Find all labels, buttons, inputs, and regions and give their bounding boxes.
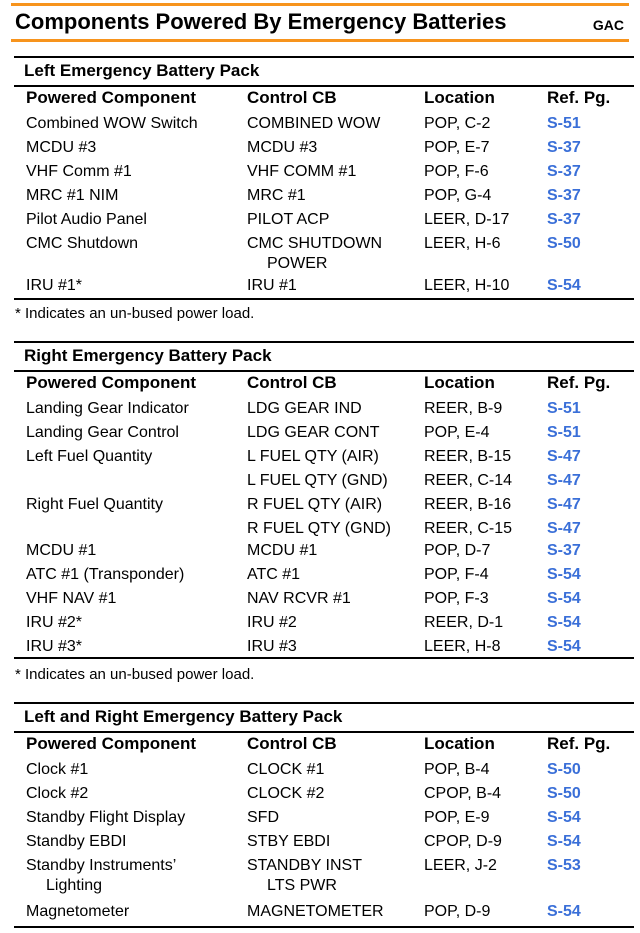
both-battery-section bbox=[14, 702, 634, 932]
cell-component bbox=[26, 760, 88, 780]
cell-component bbox=[26, 447, 152, 467]
cell-control-cb bbox=[247, 114, 380, 134]
cell-ref-page[interactable] bbox=[547, 447, 581, 467]
cell-component-text: IRU #1* bbox=[26, 277, 83, 294]
cell-component bbox=[26, 832, 127, 852]
cell-location-text: POP, B-4 bbox=[424, 761, 490, 778]
cell-location-text: POP, D-9 bbox=[424, 903, 491, 920]
cell-control-cb bbox=[247, 399, 362, 419]
cell-location-text: POP, D-7 bbox=[424, 542, 491, 559]
column-header-cb: Control CB bbox=[247, 734, 337, 753]
cell-ref-page-text: S-50 bbox=[547, 761, 581, 778]
cell-ref-page[interactable] bbox=[547, 186, 581, 206]
cell-component-continuation: Lighting bbox=[46, 877, 103, 894]
column-header-ref: Ref. Pg. bbox=[547, 373, 611, 392]
cell-ref-page[interactable] bbox=[547, 760, 581, 780]
cell-ref-page-text: S-51 bbox=[547, 115, 581, 132]
cell-control-cb-text: LDG GEAR IND bbox=[247, 400, 362, 417]
cell-control-cb bbox=[247, 808, 279, 828]
cell-control-cb-text: COMBINED WOW bbox=[247, 115, 381, 132]
cell-ref-page[interactable] bbox=[547, 138, 581, 158]
cell-ref-page[interactable] bbox=[547, 784, 581, 804]
cell-location bbox=[424, 210, 509, 230]
cell-location-text: POP, F-6 bbox=[424, 163, 489, 180]
cell-control-cb bbox=[247, 541, 317, 561]
cell-location bbox=[424, 114, 490, 134]
cell-ref-page-text: S-54 bbox=[547, 809, 581, 826]
cell-component bbox=[26, 210, 147, 230]
cell-location bbox=[424, 760, 490, 780]
cell-location-text: POP, E-9 bbox=[424, 809, 490, 826]
cell-control-cb-text: L FUEL QTY (AIR) bbox=[247, 448, 379, 465]
cell-control-cb-text: STANDBY INST bbox=[247, 857, 362, 874]
section-rule bbox=[14, 341, 634, 343]
cell-ref-page-text: S-53 bbox=[547, 857, 581, 874]
cell-component bbox=[26, 186, 118, 206]
cell-ref-page-text: S-54 bbox=[547, 277, 581, 294]
cell-component-text: Standby Instruments’ bbox=[26, 857, 177, 874]
cell-component-text: Landing Gear Indicator bbox=[26, 400, 189, 417]
cell-control-cb bbox=[247, 234, 382, 274]
cell-control-cb bbox=[247, 138, 317, 158]
cell-component bbox=[26, 399, 189, 419]
left-battery-section bbox=[14, 56, 634, 294]
cell-control-cb-text: MRC #1 bbox=[247, 187, 306, 204]
column-header-component: Powered Component bbox=[26, 88, 197, 107]
cell-location bbox=[424, 856, 497, 876]
cell-component bbox=[26, 637, 82, 657]
cell-location bbox=[424, 186, 491, 206]
header-accent-bar-top bbox=[11, 3, 629, 6]
cell-component-text: MCDU #1 bbox=[26, 542, 97, 559]
cell-control-cb bbox=[247, 471, 388, 491]
section-rule bbox=[14, 370, 634, 372]
cell-component bbox=[26, 138, 96, 158]
cell-control-cb-text: CLOCK #1 bbox=[247, 761, 325, 778]
cell-ref-page[interactable] bbox=[547, 234, 581, 254]
cell-control-cb-text: IRU #1 bbox=[247, 277, 297, 294]
cell-component bbox=[26, 276, 82, 296]
cell-component bbox=[26, 902, 129, 922]
cell-ref-page-text: S-54 bbox=[547, 638, 581, 655]
cell-ref-page[interactable] bbox=[547, 589, 581, 609]
cell-control-cb-text: L FUEL QTY (GND) bbox=[247, 472, 388, 489]
cell-ref-page-text: S-37 bbox=[547, 211, 581, 228]
cell-location-text: LEER, H-10 bbox=[424, 277, 510, 294]
section-title: Right Emergency Battery Pack bbox=[24, 346, 272, 365]
column-header-component: Powered Component bbox=[26, 373, 197, 392]
cell-control-cb bbox=[247, 784, 324, 804]
cell-ref-page-text: S-47 bbox=[547, 496, 581, 513]
cell-control-cb-text: MAGNETOMETER bbox=[247, 903, 384, 920]
cell-ref-page[interactable] bbox=[547, 162, 581, 182]
cell-location bbox=[424, 276, 509, 296]
cell-ref-page[interactable] bbox=[547, 832, 581, 852]
cell-control-cb bbox=[247, 519, 391, 539]
cell-control-cb bbox=[247, 495, 382, 515]
cell-location-text: REER, D-1 bbox=[424, 614, 504, 631]
cell-location-text: LEER, J-2 bbox=[424, 857, 497, 874]
cell-component-text: Landing Gear Control bbox=[26, 424, 179, 441]
cell-ref-page[interactable] bbox=[547, 423, 581, 443]
section-rule bbox=[14, 85, 634, 87]
header-accent-bar-bottom bbox=[11, 39, 629, 42]
cell-location bbox=[424, 447, 511, 467]
cell-ref-page[interactable] bbox=[547, 856, 581, 876]
footnote: * Indicates an un-bused power load. bbox=[15, 666, 255, 683]
section-rule bbox=[14, 298, 634, 300]
cell-location-text: POP, E-4 bbox=[424, 424, 490, 441]
cell-location-text: POP, F-3 bbox=[424, 590, 489, 607]
cell-component-text: Pilot Audio Panel bbox=[26, 211, 147, 228]
cell-component bbox=[26, 423, 179, 443]
cell-location bbox=[424, 234, 500, 254]
cell-location bbox=[424, 613, 503, 633]
cell-component bbox=[26, 541, 96, 561]
column-header-component: Powered Component bbox=[26, 734, 197, 753]
cell-ref-page[interactable] bbox=[547, 210, 581, 230]
cell-location bbox=[424, 541, 490, 561]
cell-ref-page[interactable] bbox=[547, 613, 581, 633]
cell-component bbox=[26, 808, 185, 828]
cell-component-text: Combined WOW Switch bbox=[26, 115, 198, 132]
cell-location-text: POP, F-4 bbox=[424, 566, 489, 583]
cell-component-text: Clock #2 bbox=[26, 785, 89, 802]
cell-component bbox=[26, 495, 163, 515]
cell-control-cb bbox=[247, 423, 379, 443]
cell-ref-page-text: S-37 bbox=[547, 139, 581, 156]
cell-control-cb-text: CLOCK #2 bbox=[247, 785, 325, 802]
cell-component-text: Clock #1 bbox=[26, 761, 89, 778]
cell-component-text: VHF Comm #1 bbox=[26, 163, 132, 180]
cell-location bbox=[424, 637, 500, 657]
cell-component-text: MRC #1 NIM bbox=[26, 187, 119, 204]
cell-control-cb-text: IRU #2 bbox=[247, 614, 297, 631]
cell-component bbox=[26, 565, 184, 585]
section-rule bbox=[14, 926, 634, 928]
cell-location bbox=[424, 399, 502, 419]
cell-component-text: Standby EBDI bbox=[26, 833, 127, 850]
cell-ref-page-text: S-47 bbox=[547, 520, 581, 537]
section-rule bbox=[14, 731, 634, 733]
cell-control-cb-text: CMC SHUTDOWN bbox=[247, 235, 383, 252]
cell-ref-page-text: S-54 bbox=[547, 590, 581, 607]
cell-ref-page-text: S-51 bbox=[547, 400, 581, 417]
cell-ref-page-text: S-54 bbox=[547, 833, 581, 850]
cell-ref-page[interactable] bbox=[547, 471, 581, 491]
cell-control-cb bbox=[247, 589, 351, 609]
cell-location-text: REER, C-15 bbox=[424, 520, 513, 537]
section-rule bbox=[14, 702, 634, 704]
section-rule bbox=[14, 56, 634, 58]
cell-location-text: POP, G-4 bbox=[424, 187, 492, 204]
cell-component-text: MCDU #3 bbox=[26, 139, 97, 156]
cell-control-cb bbox=[247, 565, 300, 585]
cell-ref-page-text: S-51 bbox=[547, 424, 581, 441]
cell-component bbox=[26, 234, 138, 254]
cell-control-cb-text: PILOT ACP bbox=[247, 211, 330, 228]
cell-ref-page[interactable] bbox=[547, 399, 581, 419]
cell-control-cb bbox=[247, 447, 379, 467]
cell-location bbox=[424, 784, 501, 804]
cell-control-cb-text: ATC #1 bbox=[247, 566, 301, 583]
cell-ref-page-text: S-47 bbox=[547, 448, 581, 465]
cell-location-text: LEER, D-17 bbox=[424, 211, 510, 228]
cell-location bbox=[424, 832, 502, 852]
cell-ref-page[interactable] bbox=[547, 541, 581, 561]
cell-component-text: VHF NAV #1 bbox=[26, 590, 117, 607]
right-battery-section bbox=[14, 341, 634, 661]
cell-ref-page-text: S-54 bbox=[547, 614, 581, 631]
footnote: * Indicates an un-bused power load. bbox=[15, 305, 255, 322]
cell-ref-page[interactable] bbox=[547, 565, 581, 585]
cell-ref-page-text: S-37 bbox=[547, 187, 581, 204]
cell-component-text: IRU #3* bbox=[26, 638, 83, 655]
cell-ref-page[interactable] bbox=[547, 808, 581, 828]
column-header-ref: Ref. Pg. bbox=[547, 734, 611, 753]
section-title: Left Emergency Battery Pack bbox=[24, 61, 260, 80]
column-header-cb: Control CB bbox=[247, 373, 337, 392]
cell-component bbox=[26, 114, 198, 134]
cell-control-cb-text: R FUEL QTY (AIR) bbox=[247, 496, 383, 513]
cell-location bbox=[424, 519, 512, 539]
cell-control-cb bbox=[247, 162, 356, 182]
column-header-location: Location bbox=[424, 373, 495, 392]
cell-control-cb-text: LDG GEAR CONT bbox=[247, 424, 380, 441]
cell-ref-page-text: S-37 bbox=[547, 163, 581, 180]
cell-control-cb bbox=[247, 613, 297, 633]
cell-location-text: LEER, H-8 bbox=[424, 638, 501, 655]
column-header-location: Location bbox=[424, 88, 495, 107]
cell-ref-page-text: S-54 bbox=[547, 903, 581, 920]
cell-ref-page[interactable] bbox=[547, 495, 581, 515]
cell-location-text: REER, B-9 bbox=[424, 400, 503, 417]
cell-component-text: Magnetometer bbox=[26, 903, 130, 920]
cell-control-cb bbox=[247, 186, 306, 206]
cell-ref-page-text: S-47 bbox=[547, 472, 581, 489]
cell-control-cb-continuation: LTS PWR bbox=[267, 877, 337, 894]
cell-component bbox=[26, 162, 132, 182]
cell-location bbox=[424, 589, 489, 609]
brand-label: GAC bbox=[592, 17, 624, 33]
cell-component-text: IRU #2* bbox=[26, 614, 83, 631]
page-header bbox=[0, 0, 640, 46]
cell-ref-page[interactable] bbox=[547, 902, 581, 922]
cell-control-cb-text: SFD bbox=[247, 809, 279, 826]
cell-location bbox=[424, 162, 489, 182]
cell-ref-page-text: S-50 bbox=[547, 235, 581, 252]
cell-component bbox=[26, 589, 116, 609]
section-rule bbox=[14, 657, 634, 659]
column-header-location: Location bbox=[424, 734, 495, 753]
cell-ref-page[interactable] bbox=[547, 637, 581, 657]
cell-control-cb-text: STBY EBDI bbox=[247, 833, 331, 850]
cell-ref-page[interactable] bbox=[547, 519, 581, 539]
cell-ref-page-text: S-37 bbox=[547, 542, 581, 559]
cell-component-text: CMC Shutdown bbox=[26, 235, 139, 252]
cell-location-text: POP, C-2 bbox=[424, 115, 491, 132]
cell-control-cb bbox=[247, 210, 329, 230]
cell-component-text: Left Fuel Quantity bbox=[26, 448, 153, 465]
cell-ref-page-text: S-50 bbox=[547, 785, 581, 802]
cell-component bbox=[26, 856, 176, 896]
cell-control-cb-text: MCDU #1 bbox=[247, 542, 318, 559]
cell-control-cb bbox=[247, 276, 297, 296]
cell-location-text: LEER, H-6 bbox=[424, 235, 501, 252]
cell-control-cb-text: R FUEL QTY (GND) bbox=[247, 520, 392, 537]
column-header-ref: Ref. Pg. bbox=[547, 88, 611, 107]
cell-location bbox=[424, 565, 489, 585]
cell-ref-page-text: S-54 bbox=[547, 566, 581, 583]
cell-location bbox=[424, 471, 512, 491]
cell-component-text: ATC #1 (Transponder) bbox=[26, 566, 185, 583]
cell-location-text: POP, E-7 bbox=[424, 139, 490, 156]
cell-component bbox=[26, 613, 82, 633]
cell-control-cb bbox=[247, 856, 362, 896]
cell-location bbox=[424, 495, 511, 515]
cell-location-text: REER, B-15 bbox=[424, 448, 512, 465]
cell-component bbox=[26, 784, 88, 804]
cell-component-text: Right Fuel Quantity bbox=[26, 496, 163, 513]
cell-location bbox=[424, 138, 490, 158]
cell-location-text: REER, C-14 bbox=[424, 472, 513, 489]
page-title: Components Powered By Emergency Batteries bbox=[15, 9, 507, 34]
cell-ref-page[interactable] bbox=[547, 114, 581, 134]
column-header-cb: Control CB bbox=[247, 88, 337, 107]
cell-location-text: CPOP, B-4 bbox=[424, 785, 502, 802]
cell-location bbox=[424, 902, 490, 922]
cell-component-text: Standby Flight Display bbox=[26, 809, 186, 826]
cell-location-text: CPOP, D-9 bbox=[424, 833, 502, 850]
cell-control-cb-text: VHF COMM #1 bbox=[247, 163, 357, 180]
cell-control-cb bbox=[247, 760, 324, 780]
cell-control-cb bbox=[247, 902, 384, 922]
cell-location-text: REER, B-16 bbox=[424, 496, 512, 513]
cell-control-cb bbox=[247, 832, 330, 852]
cell-control-cb-text: NAV RCVR #1 bbox=[247, 590, 351, 607]
cell-location bbox=[424, 808, 490, 828]
cell-control-cb-text: MCDU #3 bbox=[247, 139, 318, 156]
cell-control-cb-continuation: POWER bbox=[267, 255, 328, 272]
cell-control-cb-text: IRU #3 bbox=[247, 638, 297, 655]
cell-ref-page[interactable] bbox=[547, 276, 581, 296]
cell-control-cb bbox=[247, 637, 297, 657]
cell-location bbox=[424, 423, 490, 443]
section-title: Left and Right Emergency Battery Pack bbox=[24, 707, 343, 726]
